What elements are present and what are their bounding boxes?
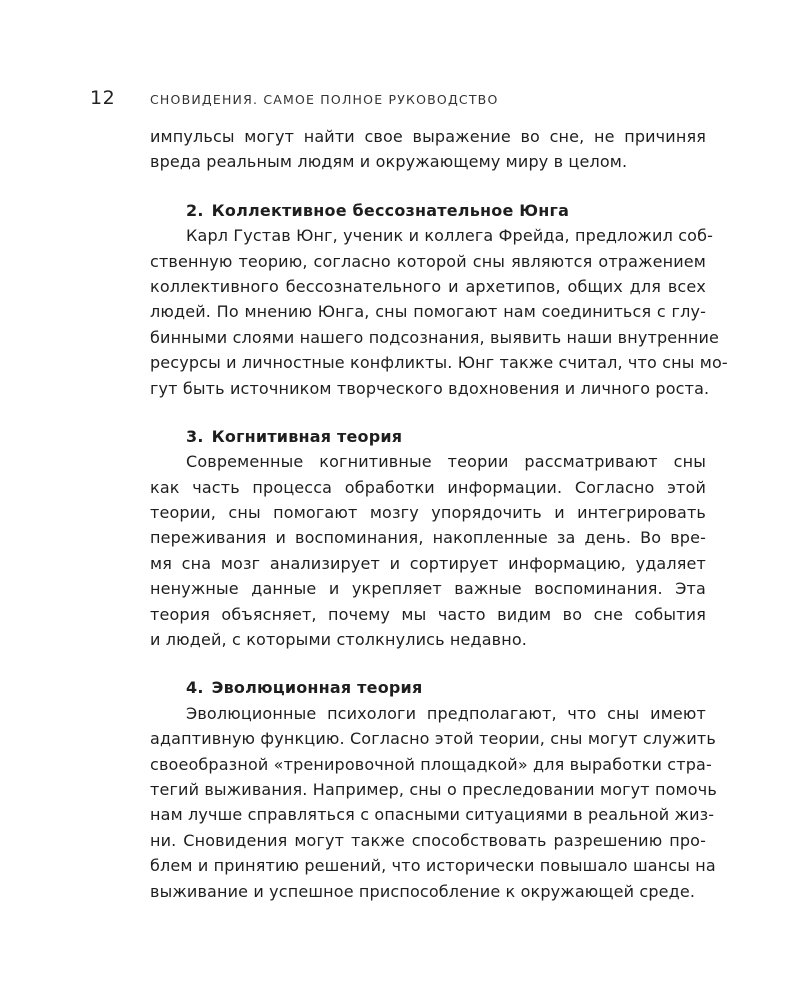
- paragraph-line: вреда реальным людям и окружающему миру в целом.: [150, 152, 628, 172]
- paragraph-line: как часть процесса обработки информации. Согласно этой: [150, 477, 706, 497]
- paragraph-line: переживания и воспоминания, накопленные за день. Во вре-: [150, 528, 706, 548]
- paragraph-line: своеобразной «тренировочной площадкой» для выработки стра-: [150, 754, 712, 774]
- paragraph-line: Эволюционные психологи предполагают, что сны имеют: [186, 703, 706, 723]
- section-number: 2.: [186, 200, 204, 220]
- paragraph-line: тегий выживания. Например, сны о преследовании могут помочь: [150, 779, 717, 799]
- paragraph-line: нам лучше справляться с опасными ситуациями в реальной жиз-: [150, 805, 715, 825]
- section-title: Эволюционная теория: [211, 678, 423, 698]
- section-title: Коллективное бессознательное Юнга: [211, 200, 570, 220]
- paragraph-line: ни. Сновидения могут также способствовать разрешению про-: [150, 830, 706, 850]
- section-number: 3.: [186, 426, 204, 446]
- page-number: 12: [90, 87, 116, 109]
- paragraph-line: ненужные данные и укрепляет важные воспоминания. Эта: [150, 579, 706, 599]
- paragraph-line: бинными слоями нашего подсознания, выявить наши внутренние: [150, 327, 720, 347]
- paragraph-line: Карл Густав Юнг, ученик и коллега Фрейда, предложил соб-: [186, 226, 714, 246]
- body-text: [150, 124, 728, 904]
- paragraph-line: теории, сны помогают мозгу упорядочить и интегрировать: [150, 503, 706, 523]
- paragraph-line: мя сна мозг анализирует и сортирует информацию, удаляет: [150, 553, 706, 573]
- paragraph-line: людей. По мнению Юнга, сны помогают нам соединиться с глу-: [150, 302, 706, 322]
- section-heading: [150, 424, 706, 449]
- paragraph-line: гут быть источником творческого вдохновения и личного роста.: [150, 378, 710, 398]
- paragraph-line: адаптивную функцию. Согласно этой теории, сны могут служить: [150, 729, 716, 749]
- paragraph-line: выживание и успешное приспособление к окружающей среде.: [150, 881, 696, 901]
- paragraph-line: коллективного бессознательного и архетипов, общих для всех: [150, 276, 706, 296]
- paragraph-line: блем и принятию решений, что исторически повышало шансы на: [150, 856, 716, 876]
- section-number: 4.: [186, 678, 204, 698]
- section-heading: [150, 675, 706, 700]
- paragraph-line: ресурсы и личностные конфликты. Юнг также считал, что сны мо-: [150, 353, 728, 373]
- paragraph-line: ственную теорию, согласно которой сны являются отражением: [150, 251, 706, 271]
- section-heading: [150, 198, 706, 223]
- section-title: Когнитивная теория: [211, 426, 403, 446]
- paragraph-line: теория объясняет, почему мы часто видим во сне события: [150, 604, 706, 624]
- running-head: СНОВИДЕНИЯ. САМОЕ ПОЛНОЕ РУКОВОДСТВО: [150, 92, 499, 107]
- paragraph-line: импульсы могут найти свое выражение во сне, не причиняя: [150, 127, 706, 146]
- paragraph-line: Современные когнитивные теории рассматривают сны: [186, 452, 706, 472]
- paragraph-line: и людей, с которыми столкнулись недавно.: [150, 630, 528, 650]
